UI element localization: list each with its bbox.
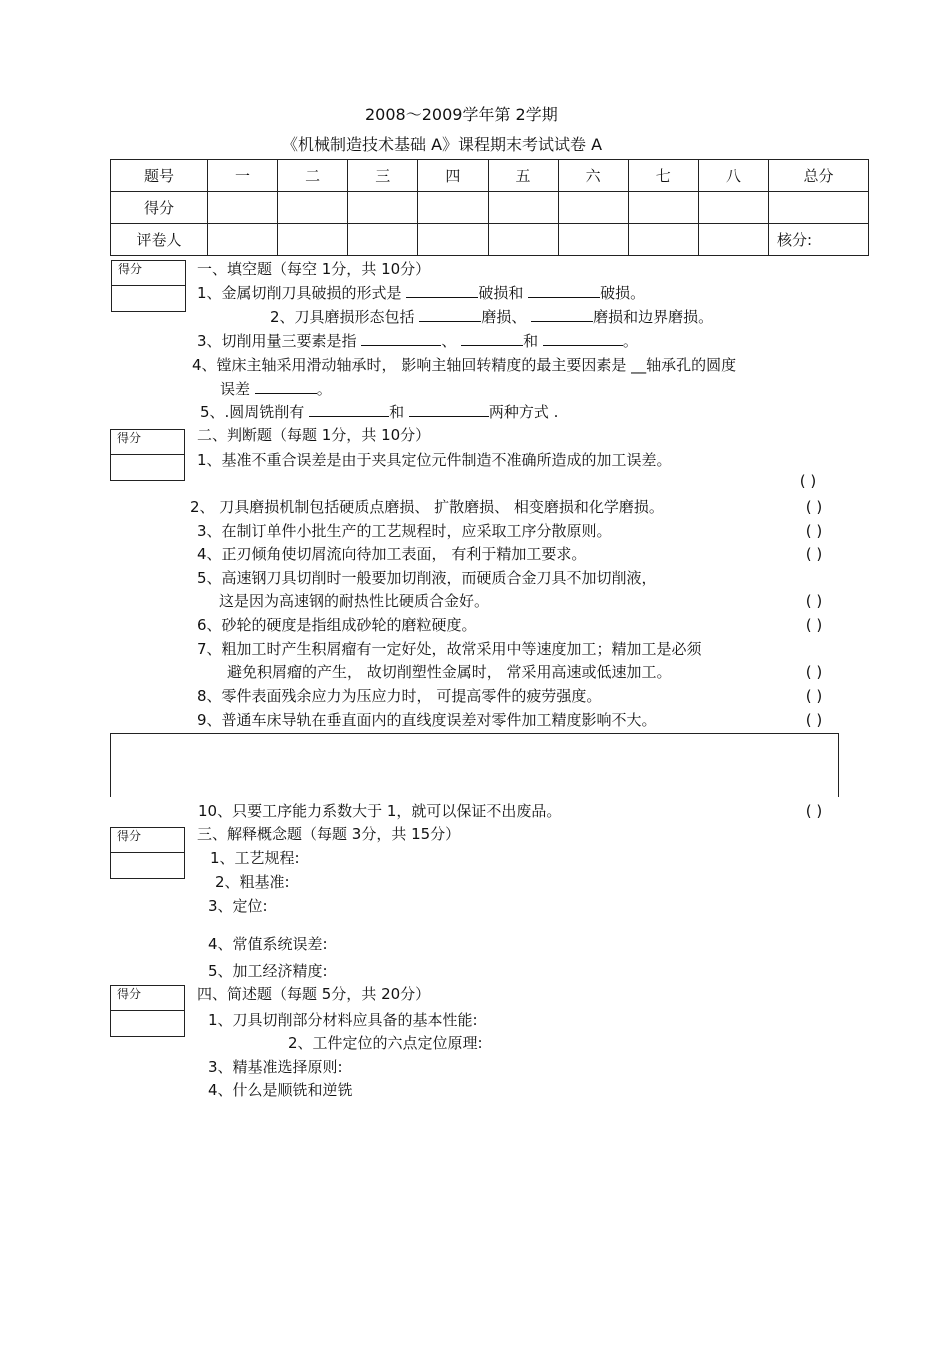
q5-text-a: 5、.圆周铣削有 (200, 403, 305, 421)
answer-paren[interactable]: ( ) (799, 472, 817, 490)
reviewer-cell[interactable] (628, 224, 698, 256)
term-line: 2008～2009学年第 2学期 (365, 105, 558, 124)
score-box-label: 得分 (112, 261, 185, 286)
answer-blank[interactable] (406, 283, 478, 298)
page-break-box (110, 733, 839, 797)
judge-item-4: 4、正刃倾角使切屑流向待加工表面， 有利于精加工要求。 (197, 545, 587, 563)
judge-item-2: 2、 刀具磨损机制包括硬质点磨损、 扩散磨损、 相变磨损和化学磨损。 (190, 498, 664, 516)
fill-question-4-line2 (220, 379, 332, 399)
score-table-header-row (111, 160, 869, 192)
q3-text-c: 和 (523, 332, 539, 350)
section4-score-box (110, 985, 185, 1037)
fill-question-2 (270, 307, 713, 327)
reviewer-cell[interactable] (208, 224, 278, 256)
fill-question-5 (200, 402, 558, 422)
score-cell-total[interactable] (769, 192, 869, 224)
judge-item-5-line2: 这是因为高速钢的耐热性比硬质合金好。 (219, 592, 490, 610)
section2-score-box (110, 429, 185, 481)
q2-text-c: 磨损和边界磨损。 (593, 308, 714, 326)
col-header-5: 五 (488, 160, 558, 192)
q4-text-b: 。 (316, 380, 332, 398)
answer-blank[interactable] (409, 402, 489, 417)
judge-item-10: 10、只要工序能力系数大于 1，就可以保证不出废品。 (198, 802, 562, 820)
answer-paren[interactable]: ( ) (805, 663, 823, 681)
concept-item-3: 3、定位: (208, 897, 268, 915)
row-label-score: 得分 (111, 192, 208, 224)
q1-text-c: 破损。 (600, 284, 646, 302)
judge-item-6: 6、砂轮的硬度是指组成砂轮的磨粒硬度。 (197, 616, 477, 634)
q3-text-b: 、 (441, 332, 457, 350)
fill-question-4-line1: 4、镗床主轴采用滑动轴承时， 影响主轴回转精度的最主要因素是 __轴承孔的圆度 (192, 356, 737, 374)
reviewer-cell[interactable] (558, 224, 628, 256)
answer-paren[interactable]: ( ) (805, 802, 823, 820)
col-header-6: 六 (558, 160, 628, 192)
score-table-reviewer-row (111, 224, 869, 256)
score-cell[interactable] (418, 192, 488, 224)
answer-paren[interactable]: ( ) (805, 522, 823, 540)
judge-item-9: 9、普通车床导轨在垂直面内的直线度误差对零件加工精度影响不大。 (197, 711, 657, 729)
checker-label: 核分: (769, 224, 869, 256)
col-header-3: 三 (348, 160, 418, 192)
fill-question-1 (197, 283, 645, 303)
reviewer-cell[interactable] (278, 224, 348, 256)
score-cell[interactable] (278, 192, 348, 224)
q5-text-c: 两种方式 . (488, 403, 559, 421)
answer-blank[interactable] (419, 307, 481, 322)
section1-heading: 一、填空题（每空 1分，共 10分） (197, 260, 431, 278)
short-answer-item-1: 1、刀具切削部分材料应具备的基本性能: (208, 1011, 478, 1029)
col-header-4: 四 (418, 160, 488, 192)
score-cell[interactable] (208, 192, 278, 224)
col-header-1: 一 (208, 160, 278, 192)
score-box-label: 得分 (111, 986, 184, 1011)
score-box-label: 得分 (111, 430, 184, 455)
q4-text-a: 误差 (220, 380, 251, 398)
concept-item-1: 1、工艺规程: (210, 849, 300, 867)
section3-heading: 三、解释概念题（每题 3分，共 15分） (197, 825, 461, 843)
q2-text-a: 2、刀具磨损形态包括 (270, 308, 415, 326)
answer-paren[interactable]: ( ) (805, 711, 823, 729)
judge-item-8: 8、零件表面残余应力为压应力时， 可提高零件的疲劳强度。 (197, 687, 602, 705)
row-label-question-no: 题号 (111, 160, 208, 192)
concept-item-5: 5、加工经济精度: (208, 962, 328, 980)
row-label-reviewer: 评卷人 (111, 224, 208, 256)
concept-item-2: 2、粗基准: (215, 873, 290, 891)
answer-blank[interactable] (361, 331, 441, 346)
section3-score-box (110, 827, 185, 879)
answer-paren[interactable]: ( ) (805, 498, 823, 516)
answer-blank[interactable] (543, 331, 623, 346)
judge-item-7-line1: 7、粗加工时产生积屑瘤有一定好处，故常采用中等速度加工；精加工是必须 (197, 640, 702, 658)
q1-text-b: 破损和 (478, 284, 524, 302)
answer-paren[interactable]: ( ) (805, 687, 823, 705)
answer-paren[interactable]: ( ) (805, 592, 823, 610)
score-cell[interactable] (348, 192, 418, 224)
score-box-label: 得分 (111, 828, 184, 853)
col-header-8: 八 (698, 160, 768, 192)
answer-blank[interactable] (531, 307, 593, 322)
exam-title: 《机械制造技术基础 A》课程期末考试试卷 A (282, 135, 603, 154)
col-header-total: 总分 (769, 160, 869, 192)
answer-blank[interactable] (528, 283, 600, 298)
answer-blank[interactable] (255, 379, 317, 394)
reviewer-cell[interactable] (418, 224, 488, 256)
score-table-score-row (111, 192, 869, 224)
q5-text-b: 和 (389, 403, 405, 421)
score-cell[interactable] (558, 192, 628, 224)
judge-item-1: 1、基准不重合误差是由于夹具定位元件制造不准确所造成的加工误差。 (197, 451, 672, 469)
score-cell[interactable] (628, 192, 698, 224)
reviewer-cell[interactable] (488, 224, 558, 256)
score-cell[interactable] (488, 192, 558, 224)
judge-item-5-line1: 5、高速钢刀具切削时一般要加切削液，而硬质合金刀具不加切削液， (197, 569, 657, 587)
col-header-2: 二 (278, 160, 348, 192)
reviewer-cell[interactable] (698, 224, 768, 256)
section1-score-box (111, 260, 186, 312)
short-answer-item-4: 4、什么是顺铣和逆铣 (208, 1081, 353, 1099)
fill-question-3 (197, 331, 638, 351)
q3-text-a: 3、切削用量三要素是指 (197, 332, 357, 350)
concept-item-4: 4、常值系统误差: (208, 935, 328, 953)
judge-item-7-line2: 避免积屑瘤的产生， 故切削塑性金属时， 常采用高速或低速加工。 (227, 663, 672, 681)
short-answer-item-3: 3、精基准选择原则: (208, 1058, 343, 1076)
answer-blank[interactable] (461, 331, 523, 346)
score-table (110, 159, 869, 256)
answer-paren[interactable]: ( ) (805, 616, 823, 634)
score-cell[interactable] (698, 192, 768, 224)
answer-blank[interactable] (309, 402, 389, 417)
q2-text-b: 磨损、 (481, 308, 527, 326)
q1-text-a: 1、金属切削刀具破损的形式是 (197, 284, 402, 302)
reviewer-cell[interactable] (348, 224, 418, 256)
col-header-7: 七 (628, 160, 698, 192)
short-answer-item-2: 2、工件定位的六点定位原理: (288, 1034, 483, 1052)
section2-heading: 二、判断题（每题 1分，共 10分） (197, 426, 431, 444)
section4-heading: 四、简述题（每题 5分，共 20分） (197, 985, 431, 1003)
judge-item-3: 3、在制订单件小批生产的工艺规程时，应采取工序分散原则。 (197, 522, 612, 540)
q3-text-d: 。 (622, 332, 638, 350)
answer-paren[interactable]: ( ) (805, 545, 823, 563)
